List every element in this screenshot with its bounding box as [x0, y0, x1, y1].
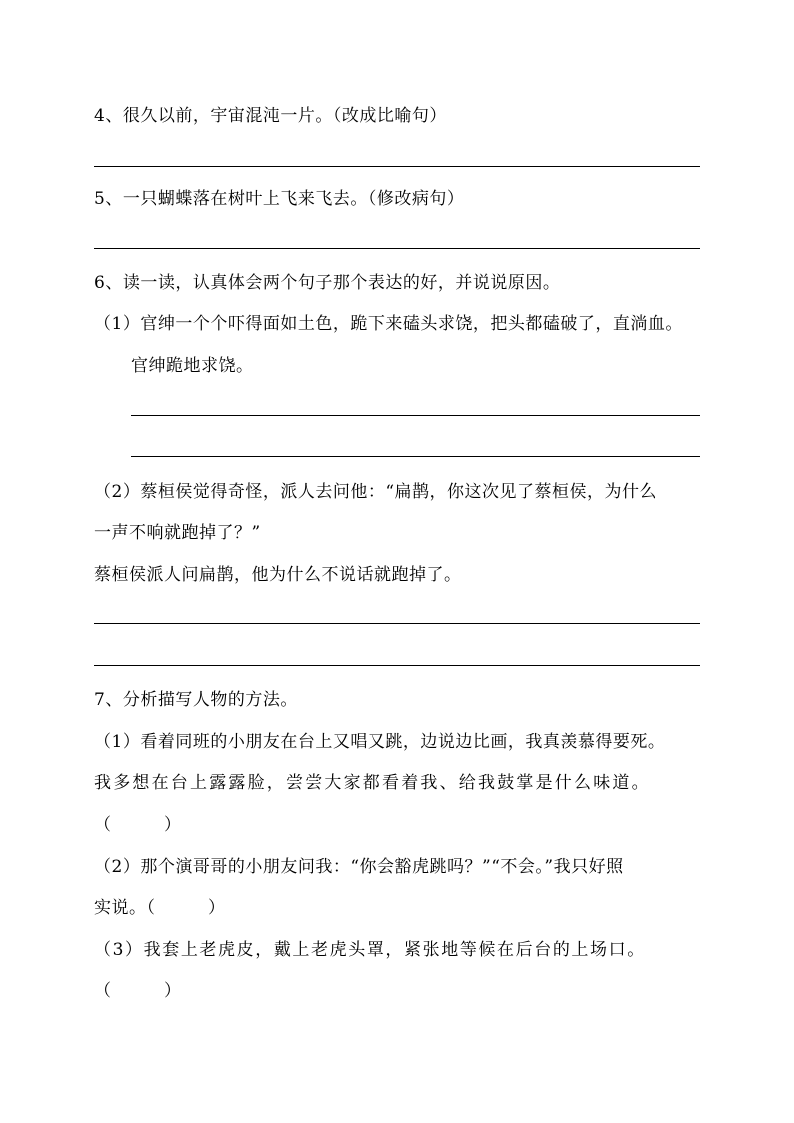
q6-part2-sentence-a-cont: 一声不响就跑掉了？” — [94, 523, 261, 543]
question-6-title: 6、读一读，认真体会两个句子那个表达的好，并说说原因。 — [94, 273, 561, 293]
q7-sentence-1-line-2: 我多想在台上露露脸，尝尝大家都看着我、给我鼓掌是什么味道。 — [94, 773, 651, 793]
answer-line-q6-1a[interactable] — [131, 415, 700, 416]
q7-sentence-2-line-1: （2）那个演哥哥的小朋友问我：“你会豁虎跳吗？”“不会。”我只好照 — [94, 857, 624, 877]
q6-part1-sentence-a: （1）官绅一个个吓得面如土色，跪下来磕头求饶，把头都磕破了，直淌血。 — [94, 314, 683, 334]
answer-line-q6-2a[interactable] — [94, 623, 700, 624]
q7-sentence-1-line-1: （1）看着同班的小朋友在台上又唱又跳，边说边比画，我真羡慕得要死。 — [94, 732, 666, 752]
q7-answer-1[interactable]: （ ） — [94, 815, 182, 835]
question-5: 5、一只蝴蝶落在树叶上飞来飞去。（修改病句） — [94, 189, 465, 209]
answer-line-q4[interactable] — [94, 166, 700, 167]
q6-part2-sentence-a: （2）蔡桓侯觉得奇怪，派人去问他：“扁鹊，你这次见了蔡桓侯，为什么 — [94, 482, 658, 502]
q6-part1-sentence-b: 官绅跪地求饶。 — [131, 356, 254, 376]
answer-line-q6-2b[interactable] — [94, 665, 700, 666]
question-4: 4、很久以前，宇宙混沌一片。（改成比喻句） — [94, 106, 447, 126]
question-7-title: 7、分析描写人物的方法。 — [94, 690, 298, 710]
q7-answer-3[interactable]: （ ） — [94, 981, 182, 1001]
answer-line-q6-1b[interactable] — [131, 456, 700, 457]
q7-sentence-2-line-2: 实说。（ ） — [94, 898, 226, 918]
q7-sentence-3-line-1: （3）我套上老虎皮，戴上老虎头罩，紧张地等候在后台的上场口。 — [94, 940, 646, 960]
answer-line-q5[interactable] — [94, 248, 700, 249]
q6-part2-sentence-b: 蔡桓侯派人问扁鹊，他为什么不说话就跑掉了。 — [94, 565, 462, 585]
